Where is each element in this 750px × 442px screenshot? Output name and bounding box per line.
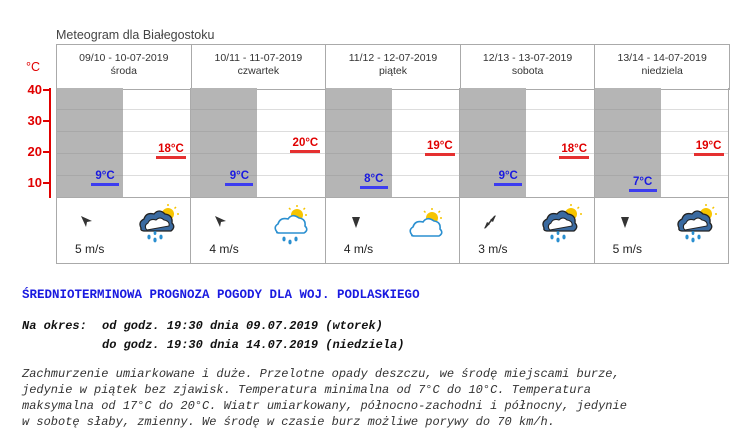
description-line: w sobotę słaby, zmienny. We środę w czasie burz możliwe porywy do 70 km/h.	[22, 415, 555, 429]
storm-rain-icon	[538, 202, 584, 246]
period-label: Na okres:	[22, 319, 87, 333]
day-weekday: czwartek	[237, 65, 280, 77]
day-header	[326, 45, 461, 89]
wind-speed: 5 m/s	[612, 242, 642, 256]
y-axis-line	[49, 88, 51, 198]
day-date: 09/10 - 10-07-2019	[79, 52, 169, 64]
y-axis-label: 20	[27, 144, 42, 159]
day-header	[192, 45, 327, 89]
max-temp	[425, 140, 455, 156]
min-temp	[360, 173, 388, 189]
wind-arrow-icon	[346, 212, 366, 232]
max-temp-bar	[425, 153, 455, 156]
max-temp-label: 19°C	[695, 140, 722, 152]
day-column	[191, 88, 325, 197]
day-weekday: piątek	[378, 65, 407, 77]
max-temp-bar	[559, 156, 589, 159]
day-weekday: niedziela	[641, 65, 683, 77]
weather-cell	[57, 198, 191, 263]
description-line: maksymalna od 17°C do 20°C. Wiatr umiarkowany, północno-zachodni i północny, jedynie	[22, 399, 627, 413]
min-temp-label: 7°C	[632, 176, 653, 188]
wind-speed: 5 m/s	[75, 242, 105, 256]
max-temp-bar	[156, 156, 186, 159]
wind-arrow-icon	[615, 212, 635, 232]
day-weekday: sobota	[511, 65, 544, 77]
day-date: 10/11 - 11-07-2019	[214, 52, 303, 64]
y-axis-label: 10	[27, 175, 42, 190]
wind-speed: 4 m/s	[343, 242, 374, 256]
weather-cell	[460, 198, 594, 263]
min-temp-bar	[225, 183, 253, 186]
weather-icons-row	[56, 198, 729, 264]
storm-rain-icon	[673, 202, 719, 246]
min-temp-label: 9°C	[95, 170, 115, 182]
min-temp-label: 9°C	[229, 170, 250, 182]
max-temp	[694, 140, 724, 156]
day-header	[461, 45, 596, 89]
max-temp	[156, 143, 186, 159]
wind-arrow-icon	[77, 212, 97, 232]
forecast-description	[22, 366, 732, 430]
wind-speed: 3 m/s	[478, 242, 508, 256]
max-temp-bar	[290, 150, 320, 153]
min-temp-bar	[360, 186, 388, 189]
max-temp-label: 20°C	[292, 137, 319, 149]
description-line: jedynie w piątek bez zjawisk. Temperatura minimalna od 7°C do 10°C. Temperatura	[22, 383, 591, 397]
meteogram-title: Meteogram dla Białegostoku	[56, 28, 215, 42]
wind-speed: 4 m/s	[209, 242, 239, 256]
temperature-unit: °C	[26, 60, 41, 74]
description-line: Zachmurzenie umiarkowane i duże. Przelotne opady deszczu, we środę miejscami burze,	[22, 367, 620, 381]
day-date: 11/12 - 12-07-2019	[348, 52, 438, 64]
max-temp-label: 18°C	[561, 143, 588, 155]
min-temp	[494, 170, 522, 186]
day-column	[326, 88, 460, 197]
day-header-row	[56, 44, 730, 90]
min-temp	[225, 170, 253, 186]
y-axis-label: 30	[27, 113, 42, 128]
period-to: do godz. 19:30 dnia 14.07.2019 (niedziela)	[102, 338, 405, 352]
temperature-chart	[56, 88, 729, 198]
min-temp	[629, 176, 657, 192]
variable-wind-icon	[480, 212, 500, 232]
min-temp-bar	[494, 183, 522, 186]
min-temp	[91, 170, 119, 186]
period-from: od godz. 19:30 dnia 09.07.2019 (wtorek)	[102, 319, 383, 333]
y-axis-label: 40	[27, 82, 42, 97]
max-temp-bar	[694, 153, 724, 156]
max-temp-label: 19°C	[426, 140, 453, 152]
min-temp-label: 8°C	[364, 173, 384, 185]
weather-cell	[326, 198, 460, 263]
day-header	[595, 45, 730, 89]
max-temp	[290, 137, 320, 153]
min-temp-label: 9°C	[498, 170, 518, 182]
day-date: 13/14 - 14-07-2019	[617, 52, 707, 64]
forecast-heading: ŚREDNIOTERMINOWA PROGNOZA POGODY DLA WOJ. PODLASKIEGO	[22, 288, 420, 302]
weather-cell	[595, 198, 729, 263]
day-column	[595, 88, 729, 197]
day-column	[57, 88, 191, 197]
min-temp-bar	[91, 183, 119, 186]
wind-arrow-icon	[211, 212, 231, 232]
min-temp-bar	[629, 189, 657, 192]
rain-partly-sunny-icon	[269, 202, 315, 246]
max-temp	[559, 143, 589, 159]
max-temp-label: 18°C	[158, 143, 184, 155]
day-header	[57, 45, 192, 89]
day-column	[460, 88, 594, 197]
storm-rain-icon	[135, 202, 181, 246]
day-weekday: środa	[110, 65, 137, 77]
cloudy-partly-sunny-icon	[404, 202, 450, 246]
weather-cell	[191, 198, 325, 263]
day-date: 12/13 - 13-07-2019	[482, 52, 573, 64]
